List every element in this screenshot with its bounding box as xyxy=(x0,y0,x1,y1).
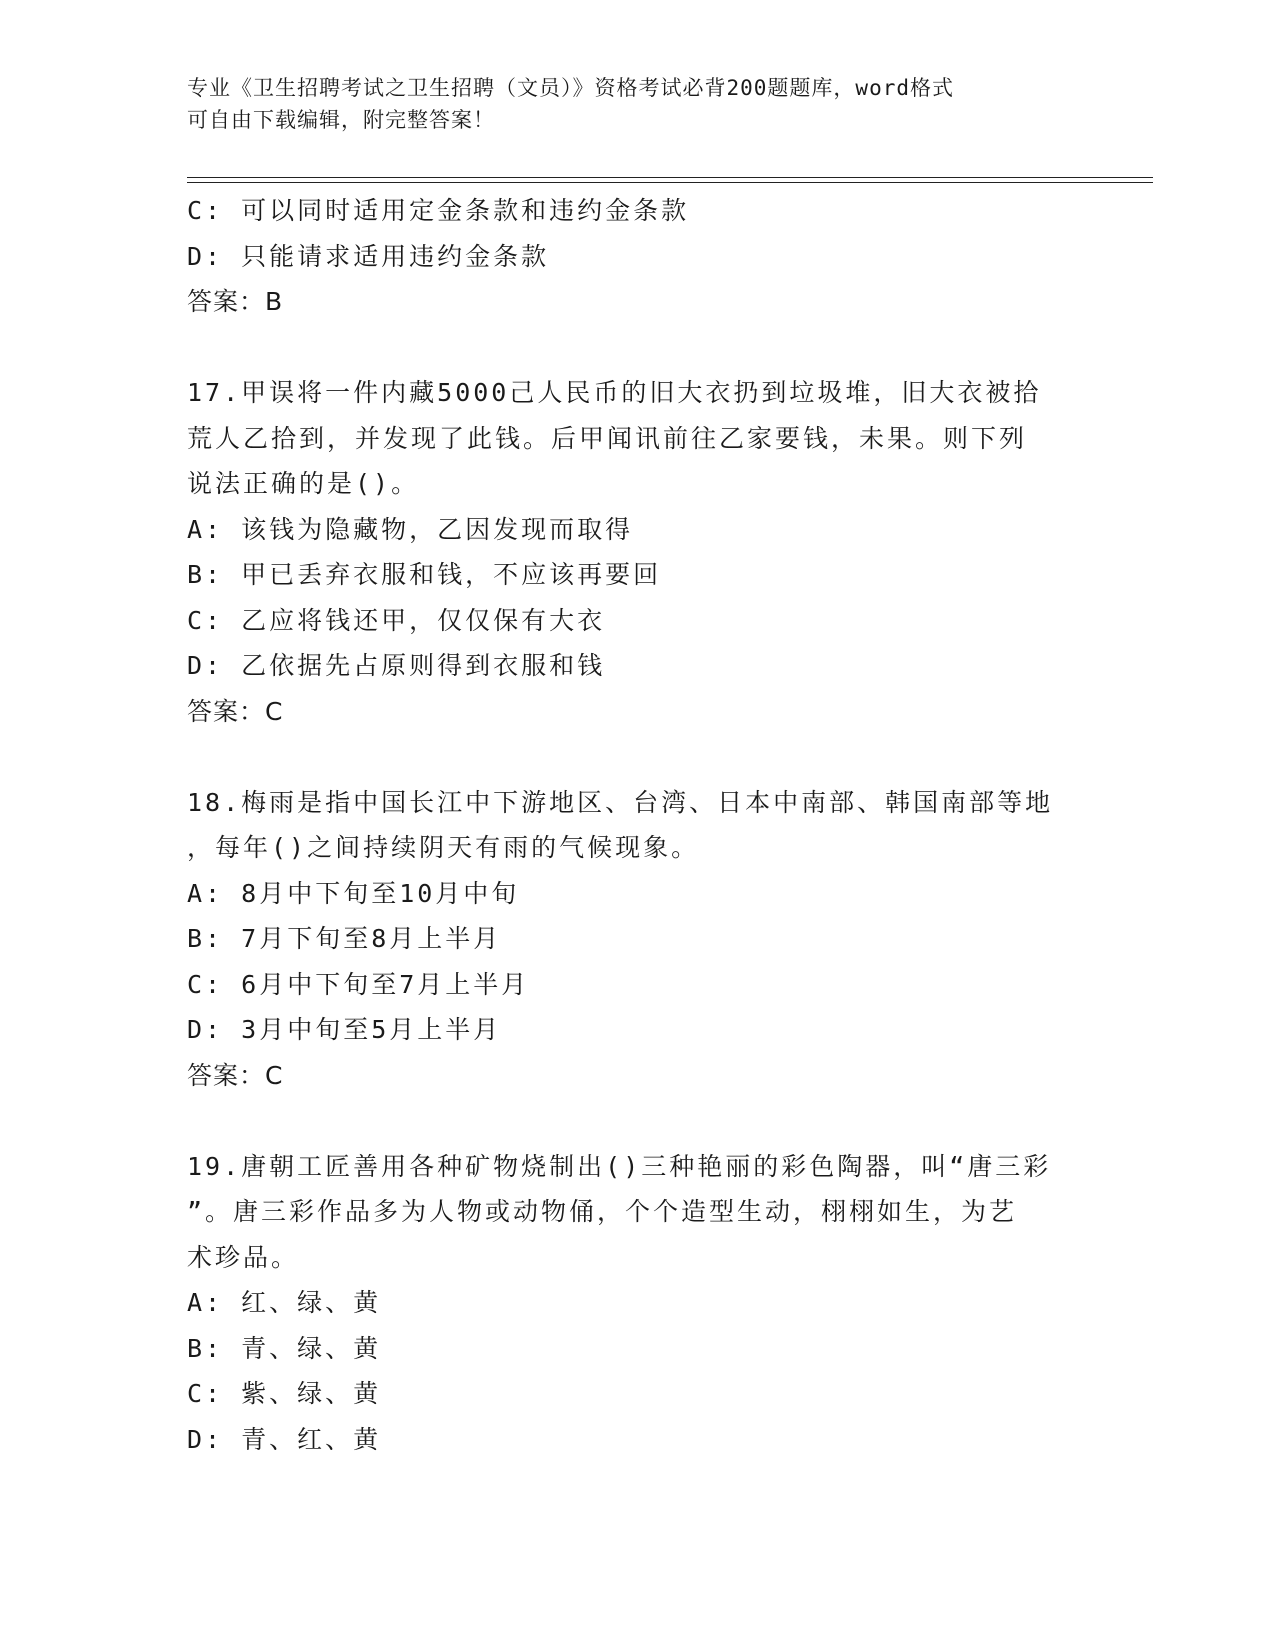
spacer xyxy=(187,734,1087,780)
question-stem-line: ，每年()之间持续阴天有雨的气候现象。 xyxy=(187,833,700,862)
question-list xyxy=(187,188,1087,1462)
option-b: B: 甲已丢弃衣服和钱，不应该再要回 xyxy=(187,560,662,589)
question-stem-line: 说法正确的是()。 xyxy=(187,469,420,498)
header-line-2: 可自由下载编辑，附完整答案！ xyxy=(187,108,495,132)
header-line-1: 专业《卫生招聘考试之卫生招聘（文员）》资格考试必背200题题库，word格式 xyxy=(187,76,954,100)
document-header xyxy=(187,72,1087,136)
header-divider-top xyxy=(187,177,1153,178)
option-d: D: 乙依据先占原则得到衣服和钱 xyxy=(187,651,606,680)
question-stem-line: 荒人乙拾到，并发现了此钱。后甲闻讯前往乙家要钱，未果。则下列 xyxy=(187,423,1028,453)
header-divider-bottom xyxy=(187,182,1153,183)
option-a: A: 红、绿、黄 xyxy=(187,1288,382,1317)
option-b: B: 青、绿、黄 xyxy=(187,1333,382,1363)
spacer xyxy=(187,325,1087,371)
question-18 xyxy=(187,780,1087,1099)
answer-line: 答案：C xyxy=(187,1060,284,1090)
option-c: C: 6月中下旬至7月上半月 xyxy=(187,969,530,999)
option-a: A: 8月中下旬至10月中旬 xyxy=(187,878,520,908)
option-d: D: 3月中旬至5月上半月 xyxy=(187,1015,502,1044)
option-d: D: 只能请求适用违约金条款 xyxy=(187,241,550,271)
answer-line: 答案：B xyxy=(187,287,284,316)
question-stem-line: ”。唐三彩作品多为人物或动物俑，个个造型生动，栩栩如生，为艺 xyxy=(187,1197,1018,1226)
option-c: C: 紫、绿、黄 xyxy=(187,1379,382,1408)
question-16-continued xyxy=(187,188,1087,325)
option-c: C: 可以同时适用定金条款和违约金条款 xyxy=(187,196,690,225)
option-c: C: 乙应将钱还甲，仅仅保有大衣 xyxy=(187,605,606,635)
question-stem-line: 18.梅雨是指中国长江中下游地区、台湾、日本中南部、韩国南部等地 xyxy=(187,787,1054,817)
question-stem-line: 术珍品。 xyxy=(187,1242,300,1272)
option-a: A: 该钱为隐藏物，乙因发现而取得 xyxy=(187,514,634,544)
option-d: D: 青、红、黄 xyxy=(187,1424,382,1454)
question-19 xyxy=(187,1144,1087,1463)
answer-line: 答案：C xyxy=(187,696,284,726)
option-b: B: 7月下旬至8月上半月 xyxy=(187,924,502,953)
spacer xyxy=(187,1098,1087,1144)
question-stem-line: 19.唐朝工匠善用各种矿物烧制出()三种艳丽的彩色陶器，叫“唐三彩 xyxy=(187,1151,1052,1181)
question-stem-line: 17.甲误将一件内藏5000己人民币的旧大衣扔到垃圾堆，旧大衣被拾 xyxy=(187,378,1042,407)
question-17 xyxy=(187,370,1087,734)
